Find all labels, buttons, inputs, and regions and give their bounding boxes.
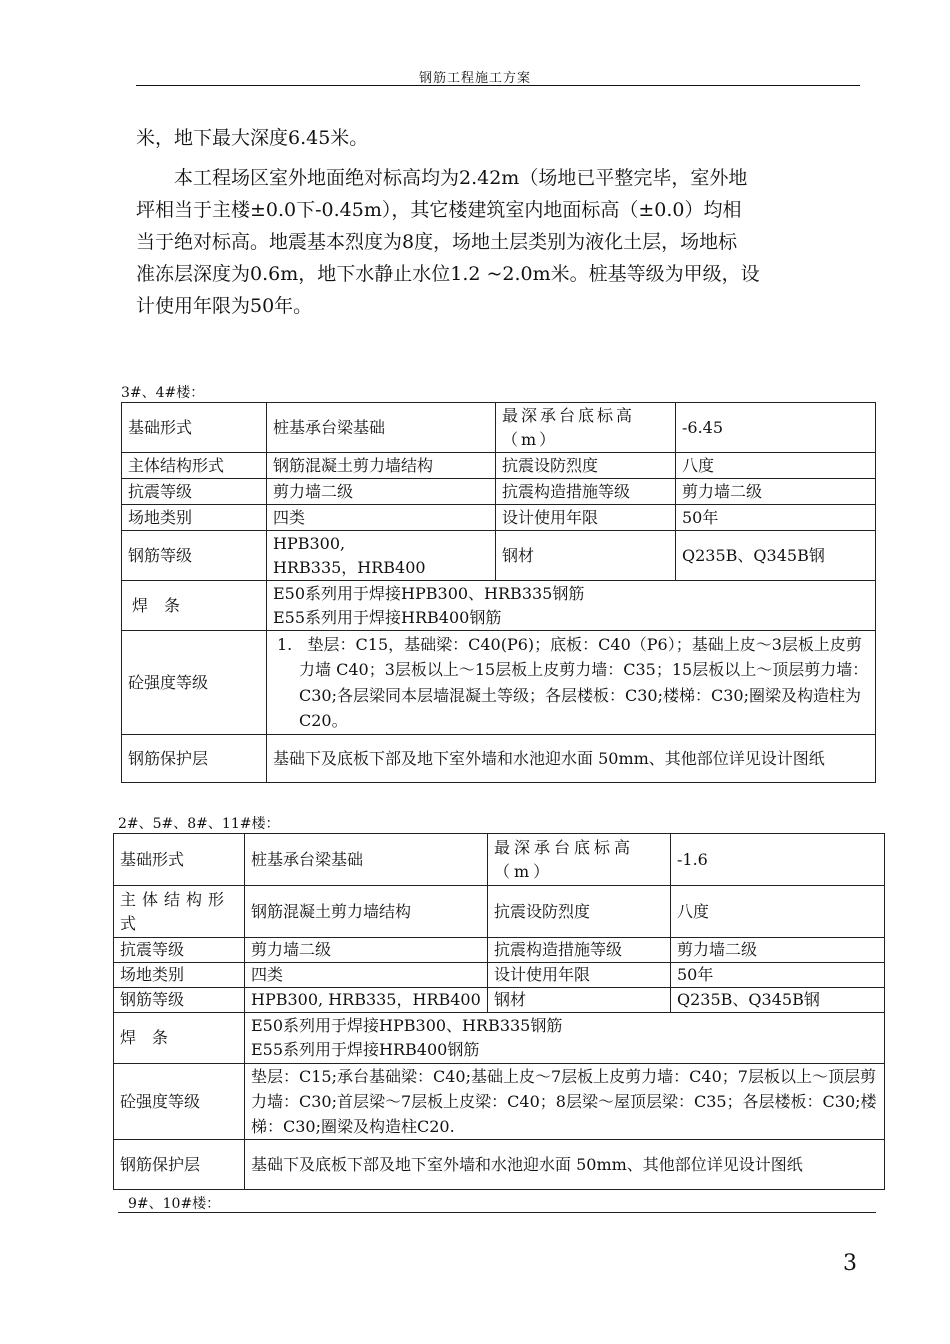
table-cell: 焊 条 bbox=[122, 581, 267, 631]
table-row bbox=[114, 1013, 885, 1064]
table-cell: 最深承台底标高（m） bbox=[488, 834, 671, 886]
table-cell: 最深承台底标高（m） bbox=[496, 403, 676, 453]
list-item-text: 垫层：C15，基础梁：C40(P6)；底板：C40（P6）；基础上皮～3层板上皮剪力墙 C40；3层板以上～15层板上皮剪力墙：C35；15层板以上～顶层剪力墙：C30;各层梁同本层墙混凝土等级；各层楼板：C30;楼梯：C30;圈梁及构造柱为C20。 bbox=[299, 634, 869, 730]
cell-line: HPB300, bbox=[273, 533, 346, 553]
table-cell bbox=[267, 531, 496, 581]
table-cell: 四类 bbox=[245, 963, 488, 988]
table-cell: 场地类别 bbox=[114, 963, 245, 988]
paragraph-line: 计使用年限为50年。 bbox=[136, 295, 313, 317]
table-cell: 桩基承台梁基础 bbox=[245, 834, 488, 886]
table-cell: 四类 bbox=[267, 505, 496, 531]
table-row bbox=[114, 963, 885, 988]
table-row bbox=[114, 886, 885, 938]
table-cell: 50年 bbox=[676, 505, 876, 531]
table-cell: 抗震构造措施等级 bbox=[488, 938, 671, 963]
paragraph-line: 准冻层深度为0.6m，地下水静止水位1.2 ~2.0m米。桩基等级为甲级，设 bbox=[136, 263, 760, 285]
table-row bbox=[114, 1140, 885, 1190]
table-row bbox=[122, 631, 876, 735]
list-marker: 1. bbox=[277, 634, 293, 654]
table-cell: 钢筋保护层 bbox=[122, 735, 267, 783]
table-row bbox=[122, 505, 876, 531]
table-cell: 设计使用年限 bbox=[488, 963, 671, 988]
table-cell: -6.45 bbox=[676, 403, 876, 453]
paragraph-site-conditions bbox=[136, 162, 760, 322]
table-row bbox=[122, 735, 876, 783]
table-cell: 基础形式 bbox=[122, 403, 267, 453]
table-row bbox=[114, 988, 885, 1013]
paragraph-line: 本工程场区室外地面绝对标高均为2.42m（场地已平整完毕，室外地 bbox=[136, 167, 748, 189]
table-cell: 场地类别 bbox=[122, 505, 267, 531]
table-row bbox=[114, 834, 885, 886]
table-cell: 剪力墙二级 bbox=[267, 479, 496, 505]
table-cell bbox=[267, 581, 876, 631]
cell-line: E55系列用于焊接HRB400钢筋 bbox=[251, 1040, 480, 1059]
table-cell: 八度 bbox=[676, 453, 876, 479]
table-cell: 基础形式 bbox=[114, 834, 245, 886]
table-cell: 钢筋保护层 bbox=[114, 1140, 245, 1190]
cell-line: HRB335，HRB400 bbox=[273, 557, 426, 577]
table-buildings-3-4 bbox=[121, 402, 876, 783]
table-row bbox=[122, 581, 876, 631]
table-cell: 抗震等级 bbox=[114, 938, 245, 963]
table-cell: 钢筋等级 bbox=[122, 531, 267, 581]
table-row bbox=[122, 479, 876, 505]
table-cell: Q235B、Q345B钢 bbox=[676, 531, 876, 581]
table-cell: 抗震等级 bbox=[122, 479, 267, 505]
table-cell: 砼强度等级 bbox=[122, 631, 267, 735]
cell-line: E55系列用于焊接HRB400钢筋 bbox=[273, 607, 502, 627]
table-cell: 剪力墙二级 bbox=[671, 938, 885, 963]
table-row bbox=[122, 403, 876, 453]
table-buildings-2-5-8-11 bbox=[113, 833, 885, 1190]
table-cell: 剪力墙二级 bbox=[245, 938, 488, 963]
table-cell: 八度 bbox=[671, 886, 885, 938]
table-cell: 钢筋等级 bbox=[114, 988, 245, 1013]
table-cell: 钢筋混凝土剪力墙结构 bbox=[245, 886, 488, 938]
table-cell: HPB300, HRB335，HRB400 bbox=[245, 988, 488, 1013]
table3-top-rule bbox=[118, 1212, 876, 1213]
table-cell: 焊 条 bbox=[114, 1013, 245, 1064]
table-cell: 钢材 bbox=[496, 531, 676, 581]
table-cell: 抗震构造措施等级 bbox=[496, 479, 676, 505]
table3-caption: 9#、10#楼： bbox=[128, 1196, 221, 1212]
table-cell: 垫层：C15;承台基础梁：C40;基础上皮～7层板上皮剪力墙：C40；7层板以上～顶层剪力墙：C30;首层梁～7层板上皮梁：C40；8层梁～屋顶层梁：C35；各层楼板：C30;楼梯：C30;圈梁及构造柱C20. bbox=[245, 1064, 885, 1140]
table-cell: 设计使用年限 bbox=[496, 505, 676, 531]
table-cell: 剪力墙二级 bbox=[676, 479, 876, 505]
table-cell: -1.6 bbox=[671, 834, 885, 886]
table-cell: 抗震设防烈度 bbox=[496, 453, 676, 479]
table-cell: 桩基承台梁基础 bbox=[267, 403, 496, 453]
table-row bbox=[122, 453, 876, 479]
table-cell: 基础下及底板下部及地下室外墙和水池迎水面 50mm、其他部位详见设计图纸 bbox=[267, 735, 876, 783]
table-row bbox=[114, 1064, 885, 1140]
table-cell bbox=[245, 1013, 885, 1064]
table-cell bbox=[267, 631, 876, 735]
table-cell: 钢材 bbox=[488, 988, 671, 1013]
table-cell: 基础下及底板下部及地下室外墙和水池迎水面 50mm、其他部位详见设计图纸 bbox=[245, 1140, 885, 1190]
table-cell: 50年 bbox=[671, 963, 885, 988]
table-row bbox=[114, 938, 885, 963]
table-cell: 主体结构形式 bbox=[122, 453, 267, 479]
table1-caption: 3#、4#楼： bbox=[121, 385, 205, 401]
header-rule bbox=[136, 85, 860, 86]
cell-line: E50系列用于焊接HPB300、HRB335钢筋 bbox=[273, 583, 585, 603]
list-item bbox=[273, 632, 869, 734]
paragraph-continued: 米，地下最大深度6.45米。 bbox=[136, 127, 369, 149]
table-cell: Q235B、Q345B钢 bbox=[671, 988, 885, 1013]
table-row bbox=[122, 531, 876, 581]
table-cell: 砼强度等级 bbox=[114, 1064, 245, 1140]
table-cell: 主体结构形式 bbox=[114, 886, 245, 938]
cell-line: E50系列用于焊接HPB300、HRB335钢筋 bbox=[251, 1016, 563, 1035]
table-cell: 钢筋混凝土剪力墙结构 bbox=[267, 453, 496, 479]
paragraph-line: 当于绝对标高。地震基本烈度为8度，场地土层类别为液化土层，场地标 bbox=[136, 231, 738, 253]
paragraph-line: 坪相当于主楼±0.0下-0.45m），其它楼建筑室内地面标高（±0.0）均相 bbox=[136, 199, 742, 221]
page-number: 3 bbox=[843, 1251, 857, 1276]
running-header-title: 钢筋工程施工方案 bbox=[418, 71, 531, 86]
table-cell: 抗震设防烈度 bbox=[488, 886, 671, 938]
table2-caption: 2#、5#、8#、11#楼： bbox=[118, 816, 280, 832]
